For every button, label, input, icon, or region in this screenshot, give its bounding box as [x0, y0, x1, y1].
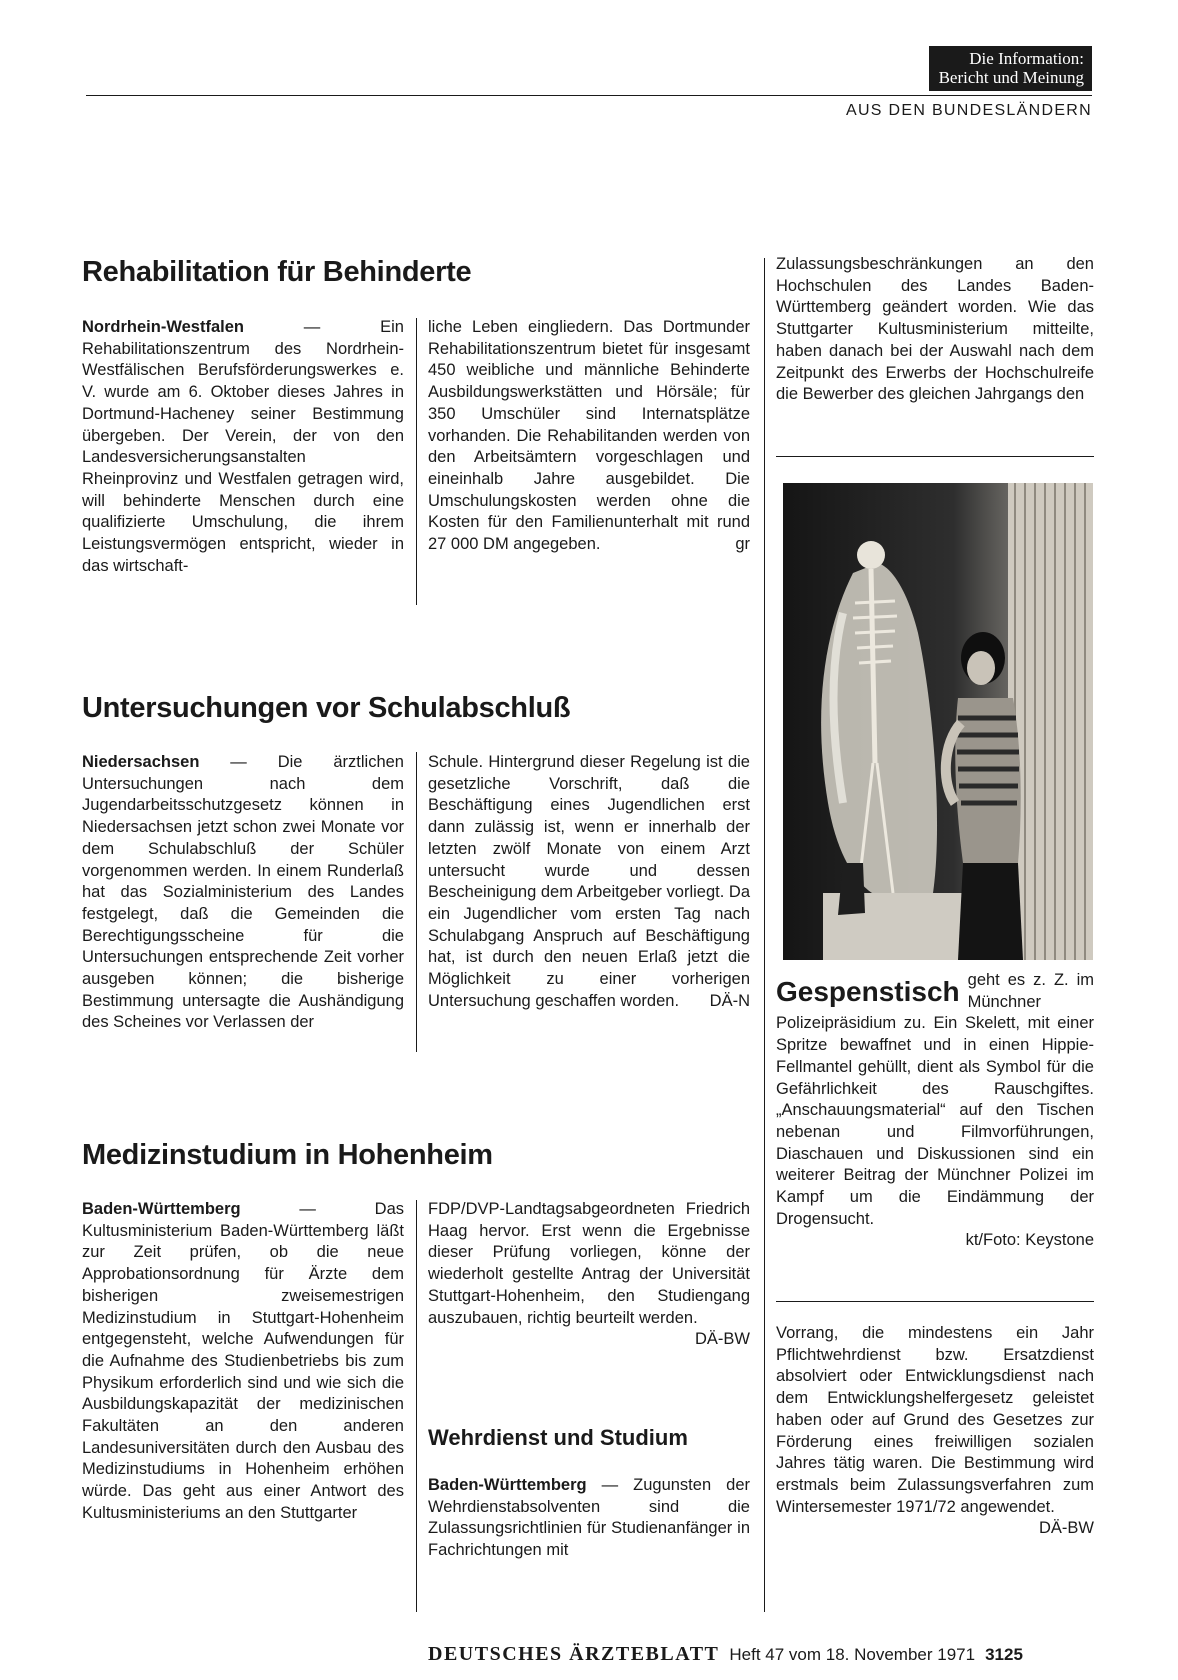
article-4-title: Wehrdienst und Studium	[428, 1425, 688, 1450]
column-divider	[416, 1200, 417, 1612]
article-3-text-2: FDP/DVP-Landtagsabgeordneten Friedrich Haag hervor. Erst wenn die Ergebnisse dieser Prüfung vorliegen, könne der wiederholt gestellte Antrag der Universität Stuttgart-Hohenheim, den Studiengang auszubauen, richtig beurteilt werden.	[428, 1200, 750, 1327]
article-2-text-2: Schule. Hintergrund dieser Regelung ist die gesetzliche Vorschrift, daß die Beschäftigung eines Jugendlichen erst dann zulässig ist, wenn er innerhalb der letzten zwölf Monate von einem Arzt untersucht wurde und dessen Bescheinigung dem Arbeitgeber vorliegt. Da ein Jugendlicher vom ersten Tag nach Schulabgang Anspruch auf Beschäftigung hat, ist durch den neuen Erlaß jetzt die Möglichkeit zu einer vorherigen Untersuchung geschaffen worden.	[428, 753, 750, 1010]
article-4-text-1: — Zugunsten der Wehrdienstabsolventen sind die Zulassungsrichtlinien für Studienanfänger in Fachrichtungen mit	[428, 1476, 750, 1560]
article-2-text-1: — Die ärztlichen Untersuchungen nach dem Jugendarbeitsschutzgesetz können in Niedersachsen jetzt schon zwei Monate vor dem Schulabschluß der Schüler vorgenommen werden. In einem Runderlaß hat das Sozialministerium des Landes festgelegt, daß die Gemeinden die Berechtigungsscheine für die Untersuchungen entsprechende Zeit vorher ausgeben können; die bisherige Bestimmung untersagte die Aushändigung des Scheines vor Verlassen der	[82, 753, 404, 1032]
article-4-column-3-top	[776, 254, 1094, 406]
article-1-lead: Nordrhein-Westfalen	[82, 318, 244, 336]
article-3-title: Medizinstudium in Hohenheim	[82, 1139, 493, 1171]
section-label: AUS DEN BUNDESLÄNDERN	[845, 102, 1092, 119]
article-4-text-2: Zulassungsbeschränkungen an den Hochschulen des Landes Baden-Württemberg geändert worden. Wie das Stuttgarter Kultusministerium mitteilte, haben danach bei der Auswahl nach dem Zeitpunkt des Erwerbs der Hochschulreife die Bewerber des gleichen Jahrgangs den	[776, 255, 1094, 404]
photo-image	[783, 483, 1093, 960]
article-1-title: Rehabilitation für Behinderte	[82, 256, 472, 288]
rubric-line-1: Die Information:	[969, 49, 1084, 68]
issue-info: Heft 47 vom 18. November 1971	[729, 1645, 976, 1664]
article-2-column-2	[428, 752, 750, 1012]
article-2-signature: DÄ-N	[709, 991, 750, 1010]
rubric-line-2: Bericht und Meinung	[938, 68, 1084, 87]
photo-caption-text: geht es z. Z. im Münchner Polizeipräsidium zu. Ein Skelett, mit einer Spritze bewaffnet und in einen Hippie-Fellmantel gehüllt, dient als Symbol für die Gefährlichkeit des Rauschgiftes. „Anschauungsmaterial“ auf den Tischen nebenan und Filmvorführungen, Diaschauen und Diskussionen sind ein weiterer Beitrag der Münchner Polizei im Kampf um die Eindämmung der Drogensucht.	[776, 971, 1094, 1228]
page-number: 3125	[985, 1645, 1023, 1664]
article-4-column-3-bottom	[776, 1323, 1094, 1540]
column-divider	[416, 318, 417, 605]
article-3-column-2	[428, 1199, 750, 1351]
article-4-text-3: Vorrang, die mindestens ein Jahr Pflichtwehrdienst bzw. Ersatzdienst absolviert oder Entwicklungsdienst nach dem Entwicklungshelfergesetz geleistet haben oder auf Grund des Gesetzes zur Förderung eines freiwilligen sozialen Jahres tätig waren. Die Bestimmung wird erstmals beim Zulassungsverfahren zum Wintersemester 1971/72 angewendet.	[776, 1324, 1094, 1516]
article-1-column-1	[82, 317, 404, 577]
article-2-lead: Niedersachsen	[82, 753, 200, 771]
article-1-signature: gr	[735, 535, 750, 554]
rubric-badge	[929, 46, 1092, 91]
photo-skeleton-exhibit	[783, 483, 1093, 960]
article-2-title: Untersuchungen vor Schulabschluß	[82, 692, 571, 724]
photo-caption-title: Gespenstisch	[776, 976, 960, 1007]
article-3-signature: DÄ-BW	[695, 1330, 750, 1349]
article-4-column-1	[428, 1475, 750, 1562]
article-3-lead: Baden-Württemberg	[82, 1200, 241, 1218]
column-divider	[764, 258, 765, 1612]
article-1-text-1: — Ein Rehabilitationszentrum des Nordrhein-Westfälischen Berufsförderungswerkes e. V. wurde am 6. Oktober dieses Jahres in Dortmund-Hacheney seiner Bestimmung übergeben. Der Verein, der von den Landesversicherungsanstalten Rheinprovinz und Westfalen getragen wird, will behinderte Menschen durch eine qualifizierte Umschulung, die ihrem Leistungsvermögen entspricht, wieder in das wirtschaft-	[82, 318, 404, 575]
photo-caption	[776, 970, 1094, 1252]
article-3-text-1: — Das Kultusministerium Baden-Württemberg läßt zur Zeit prüfen, ob die neue Approbationsordnung für Ärzte dem bisherigen zweisemestrigen Medizinstudium in Stuttgart-Hohenheim entgegensteht, welche Aufwendungen für die Aufnahme des Studienbetriebs bis zum Physikum erforderlich sind und wie sich die Ausbildungskapazität der medizinischen Fakultäten an den anderen Landesuniversitäten durch den Ausbau des Medizinstudiums in Hohenheim erhöhen würde. Das geht aus einer Antwort des Kultusministeriums an den Stuttgarter	[82, 1200, 404, 1522]
section-rule	[776, 456, 1094, 457]
header-rule	[86, 95, 1092, 96]
article-4-signature: DÄ-BW	[1039, 1519, 1094, 1538]
article-3-column-1	[82, 1199, 404, 1525]
column-divider	[416, 752, 417, 1052]
article-1-column-2	[428, 317, 750, 556]
section-rule	[776, 1301, 1094, 1302]
photo-credit: kt/Foto: Keystone	[965, 1231, 1094, 1250]
page-footer	[428, 1643, 1023, 1666]
journal-name: DEUTSCHES ÄRZTEBLATT	[428, 1643, 720, 1665]
article-2-column-1	[82, 752, 404, 1034]
article-4-lead: Baden-Württemberg	[428, 1476, 587, 1494]
article-1-text-2: liche Leben eingliedern. Das Dortmunder Rehabilitationszentrum bietet für insgesamt 450 weibliche und männliche Behinderte Ausbildungswerkstätten und Hörsäle; für 350 Umschüler sind Internatsplätze vorhanden. Die Rehabilitanden werden von den Arbeitsämtern vorgeschlagen und eineinhalb Jahre ausgebildet. Die Umschulungskosten werden ohne die Kosten für den Familienunterhalt mit rund 27 000 DM angegeben.	[428, 318, 750, 554]
